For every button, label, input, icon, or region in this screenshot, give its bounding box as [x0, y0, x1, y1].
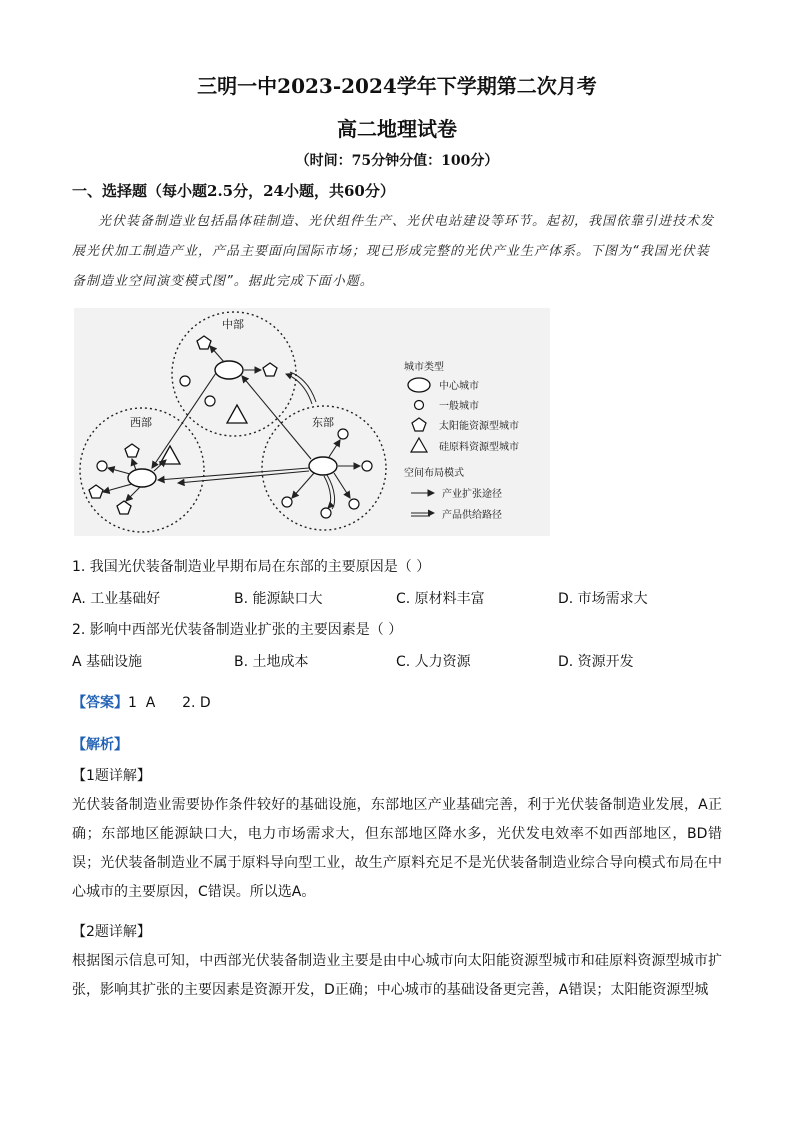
general-city — [97, 461, 107, 471]
legend-general-city-icon — [415, 401, 424, 410]
center-city-middle — [215, 361, 243, 379]
q1-option-d[interactable]: D. 市场需求大 — [558, 591, 648, 607]
q2-option-a[interactable]: A 基础设施 — [72, 654, 143, 670]
legend-mode-title: 空间布局模式 — [404, 468, 464, 479]
q1-detail-text: 光伏装备制造业需要协作条件较好的基础设施，东部地区产业基础完善，利于光伏装备制造业发展，A正确；东部地区能源缺口大，电力市场需求大，但东部地区降水多，光伏发电效率不如西部地区，BD错误；光伏装备制造业不属于原料导向型工业，故生产原料充足不是光伏装备制造业综合导向模式布局在中心城市的主要原因，C错误。所以选A。 — [72, 797, 722, 900]
center-city-west — [128, 469, 156, 487]
q2-option-d[interactable]: D. 资源开发 — [558, 654, 634, 670]
legend-item-supply: 产品供给路径 — [442, 510, 502, 521]
section-heading: 一、选择题（每小题2.5分，24小题，共60分） — [72, 182, 395, 200]
exam-subtitle: 高二地理试卷 — [337, 117, 457, 141]
q1-option-b[interactable]: B. 能源缺口大 — [234, 591, 323, 607]
answer-line — [72, 692, 211, 712]
label-west: 西部 — [130, 416, 152, 429]
analysis-label: 【解析】 — [72, 737, 128, 753]
intro-paragraph: 光伏装备制造业包括晶体硅制造、光伏组件生产、光伏电站建设等环节。起初，我国依靠引进技术发展光伏加工制造产业，产品主要面向国际市场；现已形成完整的光伏产业生产体系。下图为“我国光伏装备制造业空间演变模式图”。据此完成下面小题。 — [72, 214, 715, 289]
answer-tag: 【答案】 — [72, 695, 128, 711]
q2-option-b[interactable]: B. 土地成本 — [234, 654, 309, 670]
analysis-tag — [72, 734, 128, 754]
answer-text: 1 A 2. D — [128, 695, 211, 711]
legend-item-expansion: 产业扩张途径 — [442, 489, 502, 500]
general-city — [338, 429, 348, 439]
question-1-stem: 1. 我国光伏装备制造业早期布局在东部的主要原因是（ ） — [72, 559, 431, 575]
legend-item-center-city: 中心城市 — [439, 381, 479, 392]
legend-title: 城市类型 — [404, 362, 444, 373]
q2-detail-text: 根据图示信息可知，中西部光伏装备制造业主要是由中心城市向太阳能资源型城市和硅原料资源型城市扩张，影响其扩张的主要因素是资源开发，D正确；中心城市的基础设备更完善，A错误；太阳能资源型城 — [72, 953, 722, 998]
question-2-stem: 2. 影响中西部光伏装备制造业扩张的主要因素是（ ） — [72, 622, 403, 638]
q1-option-a[interactable]: A. 工业基础好 — [72, 591, 161, 607]
legend-item-general-city: 一般城市 — [439, 401, 479, 412]
legend-item-silicon-city: 硅原料资源型城市 — [439, 442, 519, 453]
general-city — [282, 497, 292, 507]
general-city — [321, 508, 331, 518]
legend-center-city-icon — [408, 378, 430, 392]
time-score-line: （时间：75分钟分值：100分） — [295, 153, 499, 169]
q1-detail-heading: 【1题详解】 — [72, 768, 151, 784]
general-city — [349, 499, 359, 509]
general-city — [180, 376, 190, 386]
q1-option-c[interactable]: C. 原材料丰富 — [396, 591, 485, 607]
q2-option-c[interactable]: C. 人力资源 — [396, 654, 471, 670]
label-center: 中部 — [222, 318, 244, 331]
legend-item-solar-city: 太阳能资源型城市 — [439, 421, 519, 432]
general-city — [205, 396, 215, 406]
center-city-east — [309, 457, 337, 475]
label-east: 东部 — [312, 416, 334, 429]
exam-title: 三明一中2023-2024学年下学期第二次月考 — [197, 74, 597, 98]
industry-diagram — [74, 308, 550, 536]
general-city — [362, 461, 372, 471]
q2-detail-heading: 【2题详解】 — [72, 924, 151, 940]
